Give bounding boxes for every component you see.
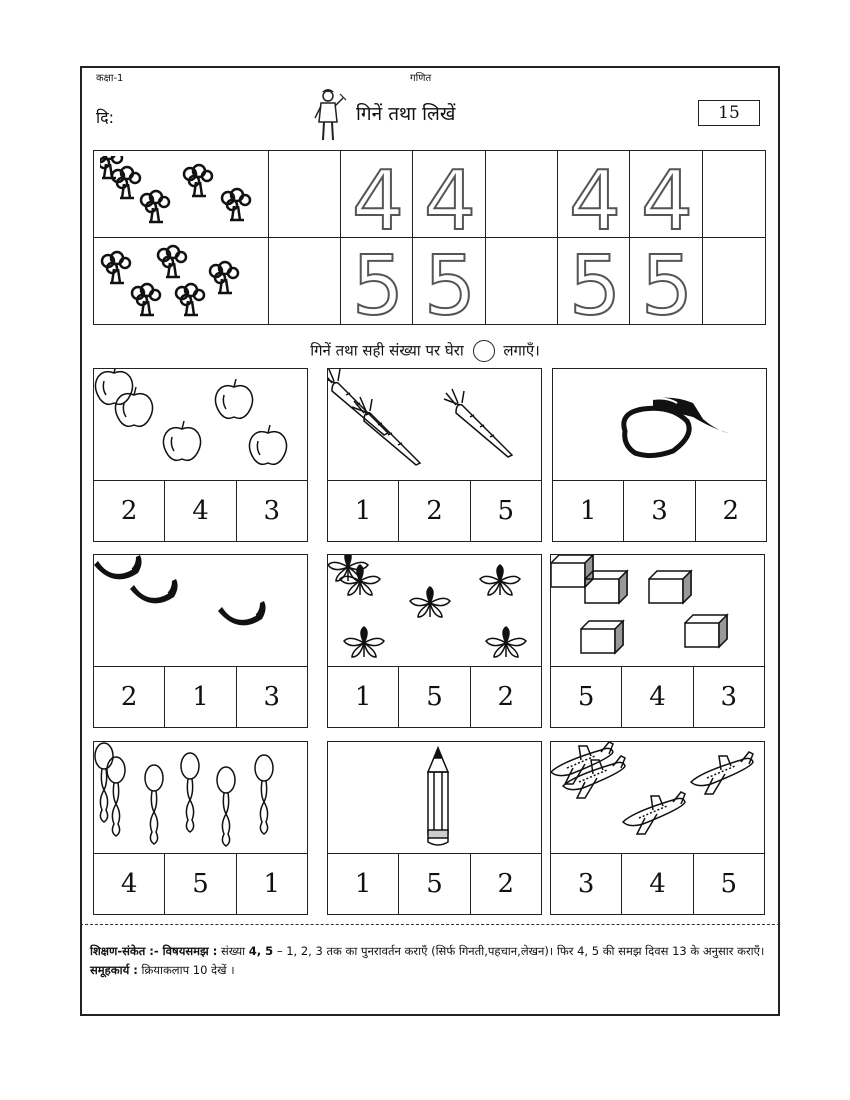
trace-digit-4: 4 <box>568 154 622 249</box>
class-label: कक्षा-1 <box>96 73 124 84</box>
group-work-label: समूहकार्य : <box>90 963 138 977</box>
teaching-note-text: – 1, 2, 3 तक का पुनरावर्तन कराएँ (सिर्फ गिनती,पहचान,लेखन)। फिर 4, 5 की समझ दिवस 13 के अनुसार कराएँ। <box>276 944 765 958</box>
option-number[interactable]: 1 <box>579 496 597 526</box>
trace-digit-5: 5 <box>423 239 477 334</box>
mango-icon <box>624 398 729 456</box>
option-number[interactable]: 1 <box>354 869 372 899</box>
option-number[interactable]: 4 <box>164 481 235 541</box>
option-number[interactable]: 4 <box>621 667 692 727</box>
flower-icon <box>410 587 450 617</box>
trees-group-five <box>100 243 265 321</box>
teaching-note-text: संख्या <box>220 944 246 958</box>
tree-icon <box>222 189 250 220</box>
flower-icon <box>486 627 526 657</box>
instruction-line <box>0 340 850 362</box>
page-number: 15 <box>698 100 760 126</box>
instruction-text-end: लगाएँ। <box>503 341 540 360</box>
option-number[interactable]: 5 <box>693 854 764 914</box>
banana-icon-group <box>94 555 306 667</box>
airplane-icon <box>623 792 685 834</box>
circle-symbol-icon <box>473 340 495 362</box>
trace-digit-4: 4 <box>640 154 694 249</box>
option-number[interactable]: 3 <box>577 869 595 899</box>
mango-icon-group <box>553 369 765 481</box>
option-number[interactable]: 5 <box>398 667 469 727</box>
option-number[interactable]: 3 <box>693 667 764 727</box>
exercise-airplanes <box>550 741 765 915</box>
option-number[interactable]: 2 <box>470 854 541 914</box>
spoon-icon <box>181 753 199 832</box>
airplane-icon <box>563 756 625 798</box>
teaching-note-label: शिक्षण-संकेत :- विषयसमझ : <box>90 944 218 958</box>
exercise-bananas <box>93 554 308 728</box>
subject-label: गणित <box>410 73 432 84</box>
flower-icon <box>480 565 520 595</box>
trace-digit-5: 5 <box>640 239 694 334</box>
spoon-icon-group <box>94 742 306 854</box>
trace-digit-5: 5 <box>351 239 405 334</box>
exercise-carrots <box>327 368 542 542</box>
cube-icon <box>581 621 623 653</box>
carrot-icon-group <box>328 369 540 481</box>
spoon-icon <box>145 765 163 844</box>
teaching-note-line <box>90 942 774 961</box>
tree-icon <box>141 191 169 222</box>
trace-digit-4: 4 <box>351 154 405 249</box>
option-number[interactable]: 3 <box>623 481 694 541</box>
option-number[interactable]: 2 <box>120 496 138 526</box>
flower-icon <box>344 627 384 657</box>
cube-icon <box>685 615 727 647</box>
apple-icon <box>215 379 252 418</box>
airplane-icon <box>691 752 753 794</box>
option-number[interactable]: 2 <box>120 682 138 712</box>
flower-icon <box>340 565 380 595</box>
apple-icon <box>163 421 200 460</box>
trace-digit-5: 5 <box>568 239 622 334</box>
apple-icon <box>115 387 152 426</box>
option-number[interactable]: 5 <box>164 854 235 914</box>
trees-group-four <box>100 156 265 234</box>
tree-icon <box>176 284 204 315</box>
tree-icon <box>102 252 130 283</box>
carrot-icon <box>444 389 512 457</box>
tree-icon <box>132 284 160 315</box>
tree-icon <box>210 262 238 293</box>
banana-icon <box>218 601 266 625</box>
option-number[interactable]: 2 <box>695 481 766 541</box>
footer-divider <box>80 924 780 925</box>
banana-icon <box>130 579 178 603</box>
flower-icon-group <box>328 555 540 667</box>
page-title: गिनें तथा लिखें <box>356 103 456 125</box>
tree-icon <box>184 165 212 196</box>
teaching-notes <box>90 942 774 980</box>
option-number[interactable]: 3 <box>236 667 307 727</box>
option-number[interactable]: 1 <box>164 667 235 727</box>
option-number[interactable]: 2 <box>398 481 469 541</box>
option-number[interactable]: 4 <box>120 869 138 899</box>
cube-icon-group <box>551 555 763 667</box>
group-work-text: क्रियाकलाप 10 देखें । <box>141 963 235 977</box>
option-number[interactable]: 1 <box>236 854 307 914</box>
option-number[interactable]: 1 <box>354 682 372 712</box>
teacher-illustration-icon <box>310 86 350 144</box>
pencil-icon-group <box>328 742 540 854</box>
option-number[interactable]: 5 <box>398 854 469 914</box>
tree-icon <box>158 246 186 277</box>
teaching-note-numbers: 4, 5 <box>248 944 274 958</box>
exercise-apples <box>93 368 308 542</box>
instruction-text: गिनें तथा सही संख्या पर घेरा <box>310 341 464 360</box>
option-number[interactable]: 2 <box>470 667 541 727</box>
option-number[interactable]: 5 <box>577 682 595 712</box>
trace-digit-4: 4 <box>423 154 477 249</box>
date-label: दि: <box>96 108 115 127</box>
group-work-line <box>90 961 774 980</box>
spoon-icon <box>255 755 273 834</box>
airplane-icon-group <box>551 742 763 854</box>
exercise-pencil <box>327 741 542 915</box>
exercise-spoons <box>93 741 308 915</box>
apple-icon-group <box>94 369 306 481</box>
exercise-mango <box>552 368 767 542</box>
exercise-cubes <box>550 554 765 728</box>
tree-icon <box>112 167 140 198</box>
spoon-icon <box>107 757 125 836</box>
exercise-flowers <box>327 554 542 728</box>
option-number[interactable]: 5 <box>470 481 541 541</box>
option-number[interactable]: 4 <box>621 854 692 914</box>
cube-icon <box>649 571 691 603</box>
option-number[interactable]: 3 <box>236 481 307 541</box>
option-number[interactable]: 1 <box>354 496 372 526</box>
pencil-icon <box>428 748 448 845</box>
spoon-icon <box>217 767 235 846</box>
apple-icon <box>249 425 286 464</box>
